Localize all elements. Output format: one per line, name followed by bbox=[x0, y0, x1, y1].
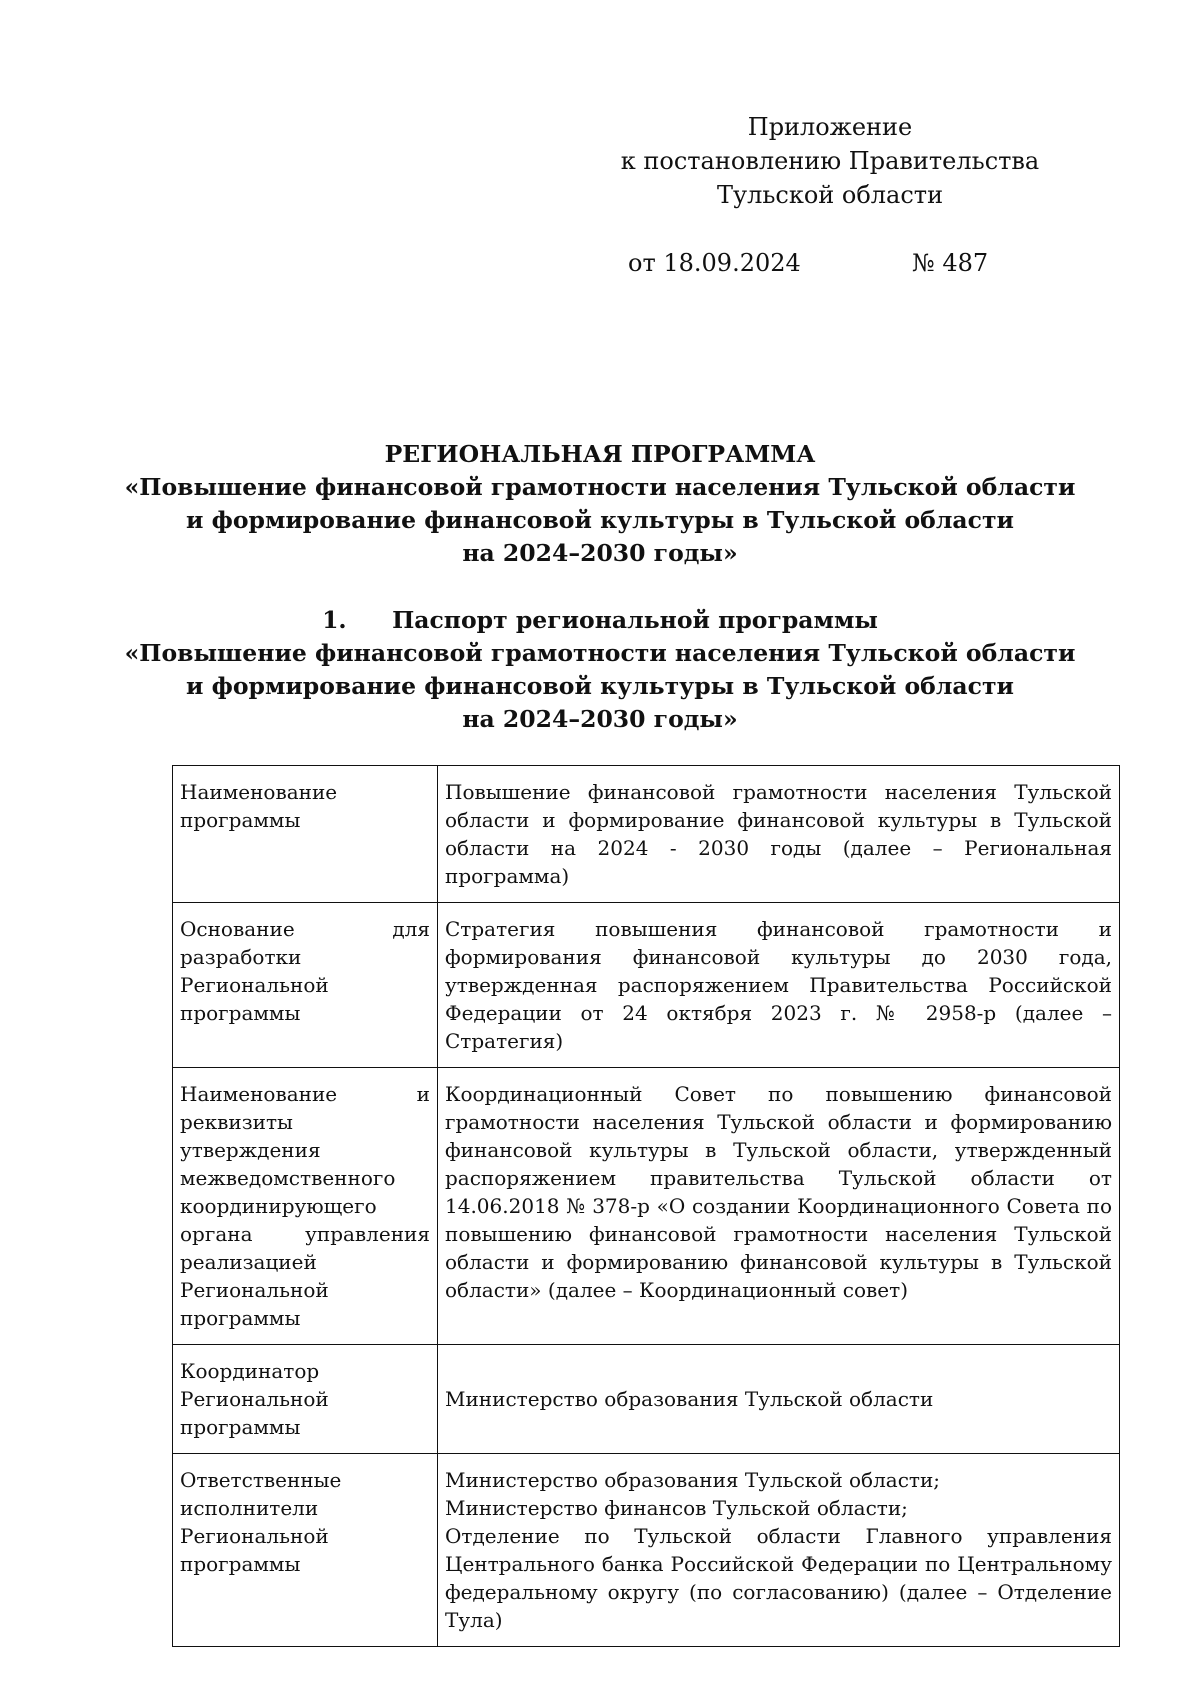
program-title bbox=[120, 438, 1080, 570]
executor-item: Министерство финансов Тульской области; bbox=[445, 1496, 908, 1520]
row-label: Наименование программы bbox=[173, 766, 438, 903]
passport-table bbox=[172, 765, 1120, 1647]
passport-title-line-1: Паспорт региональной программы bbox=[392, 606, 878, 634]
row-value bbox=[438, 1454, 1120, 1647]
passport-title-line-2: «Повышение финансовой грамотности населения Тульской области bbox=[124, 639, 1076, 667]
program-title-line-4: на 2024–2030 годы» bbox=[462, 539, 738, 567]
table-row bbox=[173, 1454, 1120, 1647]
program-title-line-1: РЕГИОНАЛЬНАЯ ПРОГРАММА bbox=[384, 440, 816, 468]
appendix-line-3: Тульской области bbox=[716, 181, 944, 209]
appendix-line-2: к постановлению Правительства bbox=[620, 147, 1040, 175]
row-label: Основание для разработки Региональной программы bbox=[173, 903, 438, 1068]
passport-title-line-3: и формирование финансовой культуры в Тульской области bbox=[186, 672, 1014, 700]
row-value: Министерство образования Тульской области bbox=[438, 1345, 1120, 1454]
row-label: Ответственные исполнители Региональной программы bbox=[173, 1454, 438, 1647]
table-row bbox=[173, 766, 1120, 903]
program-title-line-2: «Повышение финансовой грамотности населения Тульской области bbox=[124, 473, 1076, 501]
resolution-date: от 18.09.2024 bbox=[628, 249, 801, 277]
table-row bbox=[173, 1345, 1120, 1454]
program-title-line-3: и формирование финансовой культуры в Тульской области bbox=[186, 506, 1014, 534]
section-number: 1. bbox=[322, 606, 347, 634]
table-row bbox=[173, 903, 1120, 1068]
resolution-number: № 487 bbox=[912, 249, 989, 277]
executor-item: Министерство образования Тульской области; bbox=[445, 1468, 941, 1492]
row-value: Стратегия повышения финансовой грамотности и формирования финансовой культуры до 2030 года, утвержденная распоряжением Правительства Российской Федерации от 24 октября 2023 г. № 2958-р (далее – Стратегия) bbox=[438, 903, 1120, 1068]
row-value: Повышение финансовой грамотности населения Тульской области и формирование финансовой культуры в Тульской области на 2024 - 2030 годы (далее – Региональная программа) bbox=[438, 766, 1120, 903]
executor-item: Отделение по Тульской области Главного управления Центрального банка Российской Федерации по Центральному федеральному округу (по согласованию) (далее – Отделение Тула) bbox=[445, 1524, 1112, 1632]
appendix-line-1: Приложение bbox=[747, 113, 913, 141]
appendix-block bbox=[600, 110, 1060, 212]
table-row bbox=[173, 1068, 1120, 1345]
row-label: Наименование и реквизиты утверждения межведомственного координирующего органа управления реализацией Региональной программы bbox=[173, 1068, 438, 1345]
passport-title-line-4: на 2024–2030 годы» bbox=[462, 705, 738, 733]
passport-title-heading bbox=[120, 604, 1080, 637]
passport-title bbox=[120, 604, 1080, 736]
row-value: Координационный Совет по повышению финансовой грамотности населения Тульской области и формированию финансовой культуры в Тульской области, утвержденный распоряжением правительства Тульской области от 14.06.2018 № 378-р «О создании Координационного Совета по повышению финансовой грамотности населения Тульской области и формированию финансовой культуры в Тульской области» (далее – Координационный совет) bbox=[438, 1068, 1120, 1345]
row-label: Координатор Региональной программы bbox=[173, 1345, 438, 1454]
